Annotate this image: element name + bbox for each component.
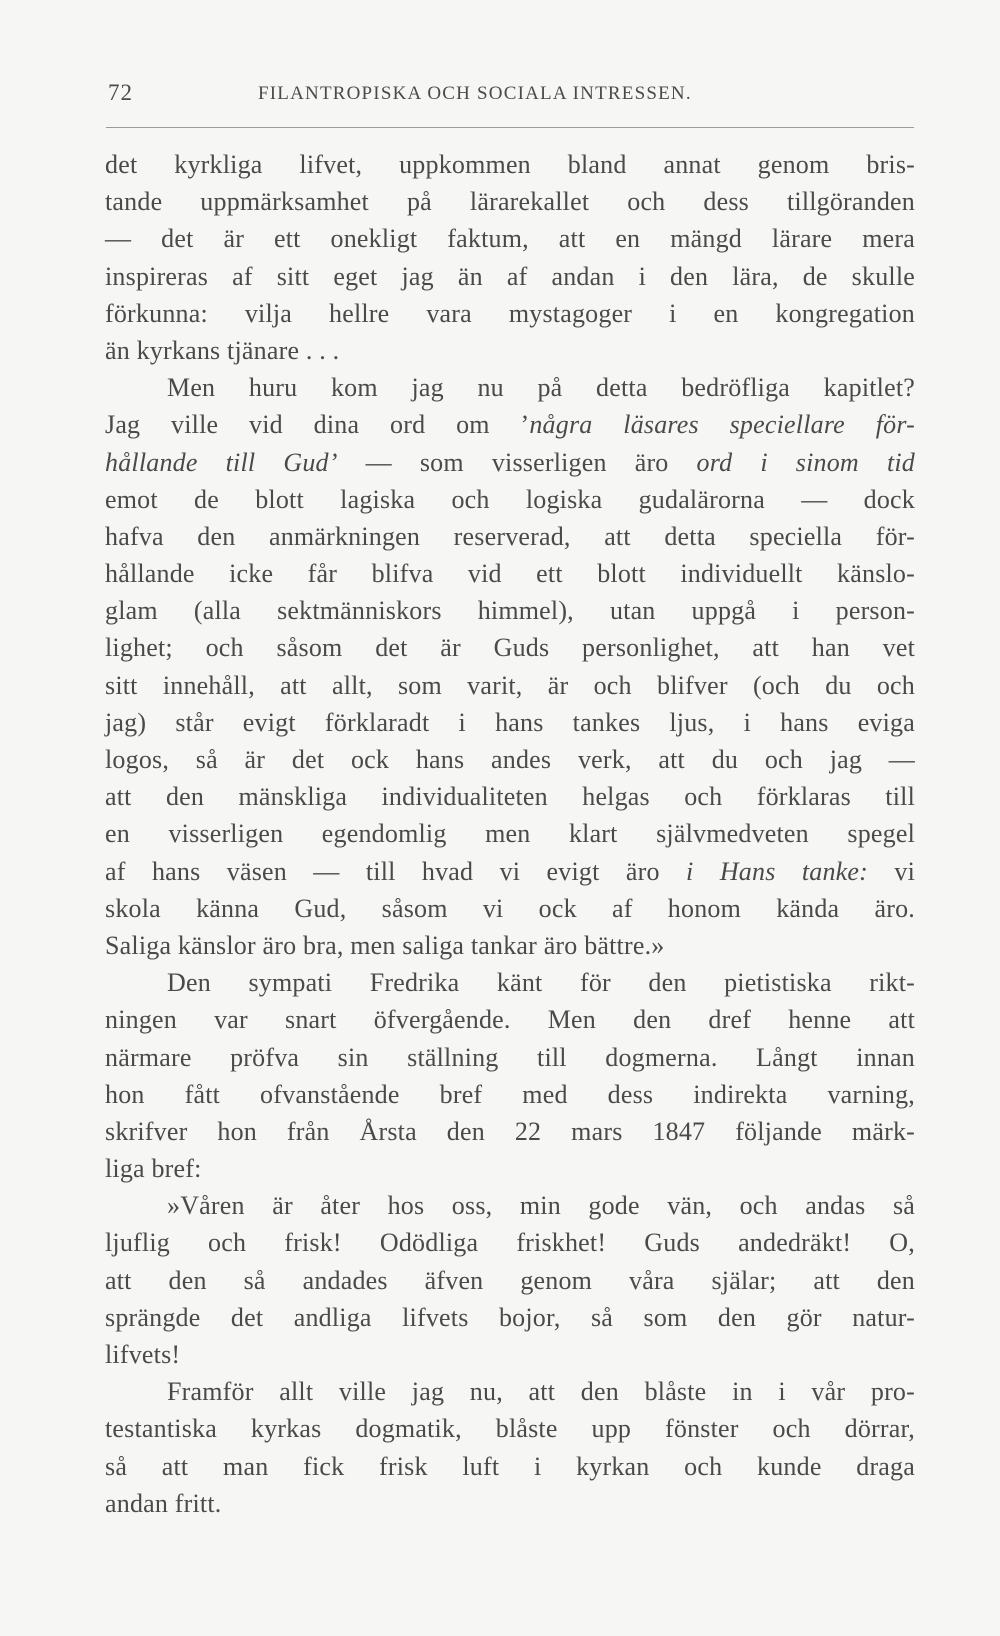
italic-text: ord i sinom tid bbox=[696, 447, 915, 477]
text-line: lifvets! bbox=[105, 1340, 181, 1369]
text-line: en visserligen egendomlig men klart självmedveten spegel bbox=[105, 819, 915, 849]
text-line: — det är ett onekligt faktum, att en mängd lärare mera bbox=[105, 224, 915, 254]
text-line: närmare pröfva sin ställning till dogmerna. Långt innan bbox=[105, 1042, 915, 1072]
text-line: sitt innehåll, att allt, som varit, är och blifver (och du och bbox=[105, 670, 915, 700]
text-line: ningen var snart öfvergående. Men den dref henne att bbox=[105, 1005, 915, 1035]
text-line bbox=[105, 853, 915, 890]
text-line bbox=[105, 406, 915, 443]
text-line bbox=[105, 444, 915, 481]
text-run: vi bbox=[868, 856, 916, 886]
text-line: liga bref: bbox=[105, 1154, 202, 1184]
text-line: Men huru kom jag nu på detta bedröfliga kapitlet? bbox=[167, 373, 915, 403]
text-line: sprängde det andliga lifvets bojor, så som den gör natur- bbox=[105, 1302, 915, 1332]
text-line: skola känna Gud, såsom vi ock af honom kända äro. bbox=[105, 893, 915, 923]
text-run: Jag ville vid dina ord om ’ bbox=[105, 410, 530, 440]
text-line: Den sympati Fredrika känt för den pietistiska rikt- bbox=[167, 968, 915, 998]
text-line: hon fått ofvanstående bref med dess indirekta varning, bbox=[105, 1079, 915, 1109]
text-line: andan fritt. bbox=[105, 1488, 222, 1518]
text-line: hållande icke får blifva vid ett blott individuellt känslo- bbox=[105, 559, 915, 589]
text-line: testantiska kyrkas dogmatik, blåste upp fönster och dörrar, bbox=[105, 1414, 915, 1444]
italic-text: hållande till Gud’ bbox=[105, 447, 338, 477]
text-line: »Våren är åter hos oss, min gode vän, och andas så bbox=[167, 1191, 915, 1221]
text-line: hafva den anmärkningen reserverad, att detta speciella för- bbox=[105, 521, 915, 551]
body-text bbox=[105, 146, 915, 1522]
italic-text: några läsares speciellare för- bbox=[529, 410, 915, 440]
text-line: lighet; och såsom det är Guds personlighet, att han vet bbox=[105, 633, 915, 663]
text-line: jag) står evigt förklaradt i hans tankes ljus, i hans eviga bbox=[105, 707, 915, 737]
text-line: det kyrkliga lifvet, uppkommen bland annat genom bris- bbox=[105, 150, 915, 179]
text-line: än kyrkans tjänare . . . bbox=[105, 335, 340, 365]
text-run: af hans väsen — till hvad vi evigt äro bbox=[105, 856, 687, 886]
page-number: 72 bbox=[108, 80, 133, 105]
text-run: — som visserligen äro bbox=[337, 447, 697, 477]
running-head: FILANTROPISKA OCH SOCIALA INTRESSEN. bbox=[258, 83, 692, 104]
text-line: skrifver hon från Årsta den 22 mars 1847 följande märk- bbox=[105, 1116, 915, 1146]
text-line: förkunna: vilja hellre vara mystagoger i en kongregation bbox=[105, 298, 915, 328]
text-line: ljuflig och frisk! Odödliga friskhet! Guds andedräkt! O, bbox=[105, 1228, 915, 1258]
text-line: logos, så är det ock hans andes verk, att du och jag — bbox=[105, 745, 915, 774]
header-rule bbox=[106, 127, 914, 128]
text-line: så att man fick frisk luft i kyrkan och kunde draga bbox=[105, 1451, 915, 1481]
text-line: inspireras af sitt eget jag än af andan i den lära, de skulle bbox=[105, 261, 915, 291]
text-line: emot de blott lagiska och logiska gudalärorna — dock bbox=[105, 484, 915, 514]
italic-text: i Hans tanke: bbox=[686, 856, 869, 886]
text-line: Saliga känslor äro bra, men saliga tankar äro bättre.» bbox=[105, 930, 665, 960]
text-line: Framför allt ville jag nu, att den blåste in i vår pro- bbox=[167, 1377, 915, 1407]
text-line: att den mänskliga individualiteten helgas och förklaras till bbox=[105, 782, 915, 812]
text-line: tande uppmärksamhet på lärarekallet och dess tillgöranden bbox=[105, 187, 915, 217]
text-line: glam (alla sektmänniskors himmel), utan uppgå i person- bbox=[105, 596, 915, 626]
text-line: att den så andades äfven genom våra själar; att den bbox=[105, 1265, 915, 1295]
